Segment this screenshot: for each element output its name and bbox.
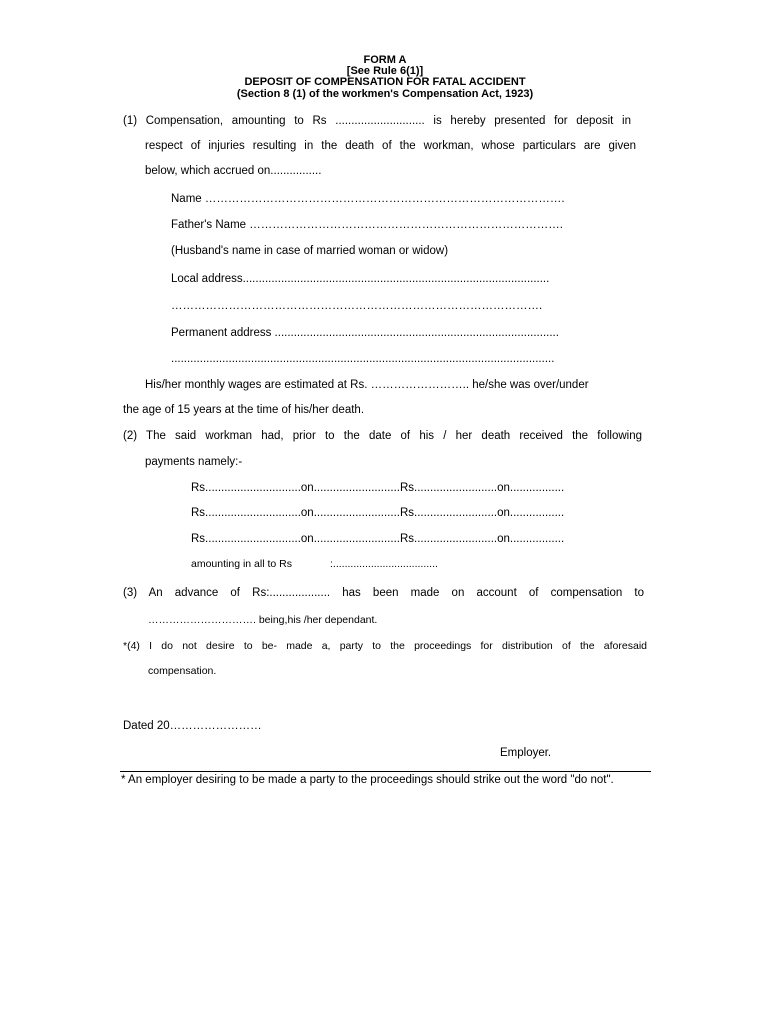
form-number: FORM A [363, 54, 407, 66]
payment-row: Rs..............................on...........................Rs..........................on................. [191, 533, 565, 545]
para3-line2: …………………………. being,his /her dependant. [148, 614, 378, 626]
para3-line1: (3) An advance of Rs:................... has been made on account of compensation to [123, 587, 644, 599]
para2-line2: payments namely:- [145, 456, 243, 468]
form-title: DEPOSIT OF COMPENSATION FOR FATAL ACCIDENT [244, 76, 526, 88]
para1-line2: respect of injuries resulting in the death of the workman, whose particulars are given [145, 140, 636, 152]
permanent-address-continuation: ........................................................................................................................ [171, 353, 555, 365]
fathers-name-field: Father's Name ………………………………………………………………………. [171, 219, 563, 231]
para1-line3: below, which accrued on................ [145, 165, 322, 177]
para2-line1: (2) The said workman had, prior to the date of his / her death received the following [123, 430, 642, 442]
footnote-divider [120, 771, 651, 772]
total-value: :.................................... [330, 558, 438, 570]
local-address-continuation: ……………………………………………………………………………………. [171, 300, 543, 312]
wages-line1: His/her monthly wages are estimated at Rs. …………………….. he/she was over/under [145, 379, 589, 391]
husband-name-note: (Husband's name in case of married woman or widow) [171, 245, 449, 257]
para1-line1: (1) Compensation, amounting to Rs ............................ is hereby presented for deposit in [123, 115, 631, 127]
para4-line2: compensation. [148, 665, 217, 677]
wages-line2: the age of 15 years at the time of his/her death. [123, 404, 365, 416]
para4-line1: *(4) I do not desire to be- made a, party to the proceedings for distribution of the aforesaid [123, 640, 647, 652]
footnote: * An employer desiring to be made a party to the proceedings should strike out the word "do not". [121, 774, 614, 786]
act-reference: (Section 8 (1) of the workmen's Compensation Act, 1923) [236, 88, 534, 100]
payment-row: Rs..............................on...........................Rs..........................on................. [191, 507, 565, 519]
name-field: Name …………………………………………………………………………………. [171, 193, 565, 205]
rule-reference: [See Rule 6(1)] [346, 65, 424, 77]
total-label: amounting in all to Rs [191, 558, 292, 570]
payment-row: Rs..............................on...........................Rs..........................on................. [191, 482, 565, 494]
dated-field: Dated 20…………………… [123, 720, 262, 732]
employer-signature-label: Employer. [500, 747, 552, 759]
permanent-address-field: Permanent address ......................................................................................... [171, 327, 559, 339]
local-address-field: Local address................................................................................................ [171, 273, 550, 285]
